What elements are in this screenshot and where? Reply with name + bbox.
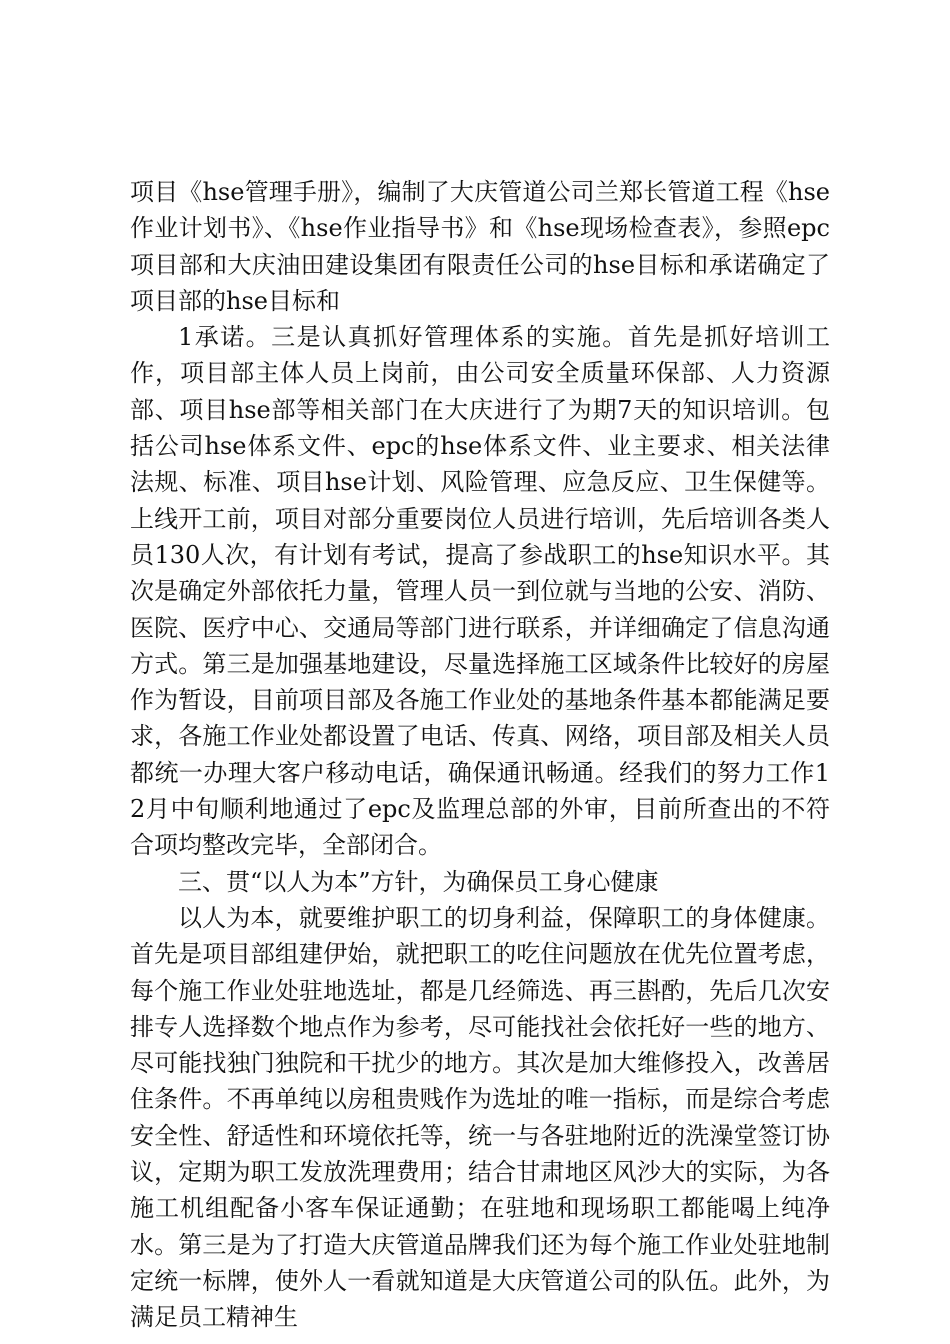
section-heading: 三、贯“以人为本”方针，为确保员工身心健康: [178, 867, 659, 896]
paragraph-2: 1承诺。三是认真抓好管理体系的实施。首先是抓好培训工作，项目部主体人员上岗前，由公司安全质量环保部、人力资源部、项目hse部等相关部门在大庆进行了为期7天的知识培训。包括公司hse体系文件、epc的hse体系文件、业主要求、相关法律法规、标准、项目hse计划、风险管理、应急反应、卫生保健等。上线开工前，项目对部分重要岗位人员进行培训，先后培训各类人员130人次，有计划有考试，提高了参战职工的hse知识水平。其次是确定外部依托力量，管理人员一到位就与当地的公安、消防、医院、医疗中心、交通局等部门进行联系，并详细确定了信息沟通方式。第三是加强基地建设，尽量选择施工区域条件比较好的房屋作为暂设，目前项目部及各施工作业处的基地条件基本都能满足要求，各施工作业处都设置了电话、传真、网络，项目部及相关人员都统一办理大客户移动电话，确保通讯畅通。经我们的努力工作12月中旬顺利地通过了epc及监理总部的外审，目前所查出的不符合项均整改完毕，全部闭合。: [130, 323, 830, 860]
paragraph-1: 项目《hse管理手册》，编制了大庆管道公司兰郑长管道工程《hse作业计划书》、《hse作业指导书》和《hse现场检查表》，参照epc项目部和大庆油田建设集团有限责任公司的hse目标和承诺确定了项目部的hse目标和: [130, 178, 830, 315]
paragraph-3: 以人为本，就要维护职工的切身利益，保障职工的身体健康。首先是项目部组建伊始，就把职工的吃住问题放在优先位置考虑，每个施工作业处驻地选址，都是几经筛选、再三斟酌，先后几次安排专人选择数个地点作为参考，尽可能找社会依托好一些的地方、尽可能找独门独院和干扰少的地方。其次是加大维修投入，改善居住条件。不再单纯以房租贵贱作为选址的唯一指标，而是综合考虑安全性、舒适性和环境依托等，统一与各驻地附近的洗澡堂签订协议，定期为职工发放洗理费用；结合甘肃地区风沙大的实际，为各施工机组配备小客车保证通勤；在驻地和现场职工都能喝上纯净水。第三是为了打造大庆管道品牌我们还为每个施工作业处驻地制定统一标牌，使外人一看就知道是大庆管道公司的队伍。此外，为满足员工精神生: [130, 903, 830, 1332]
body-text: [130, 174, 830, 1336]
